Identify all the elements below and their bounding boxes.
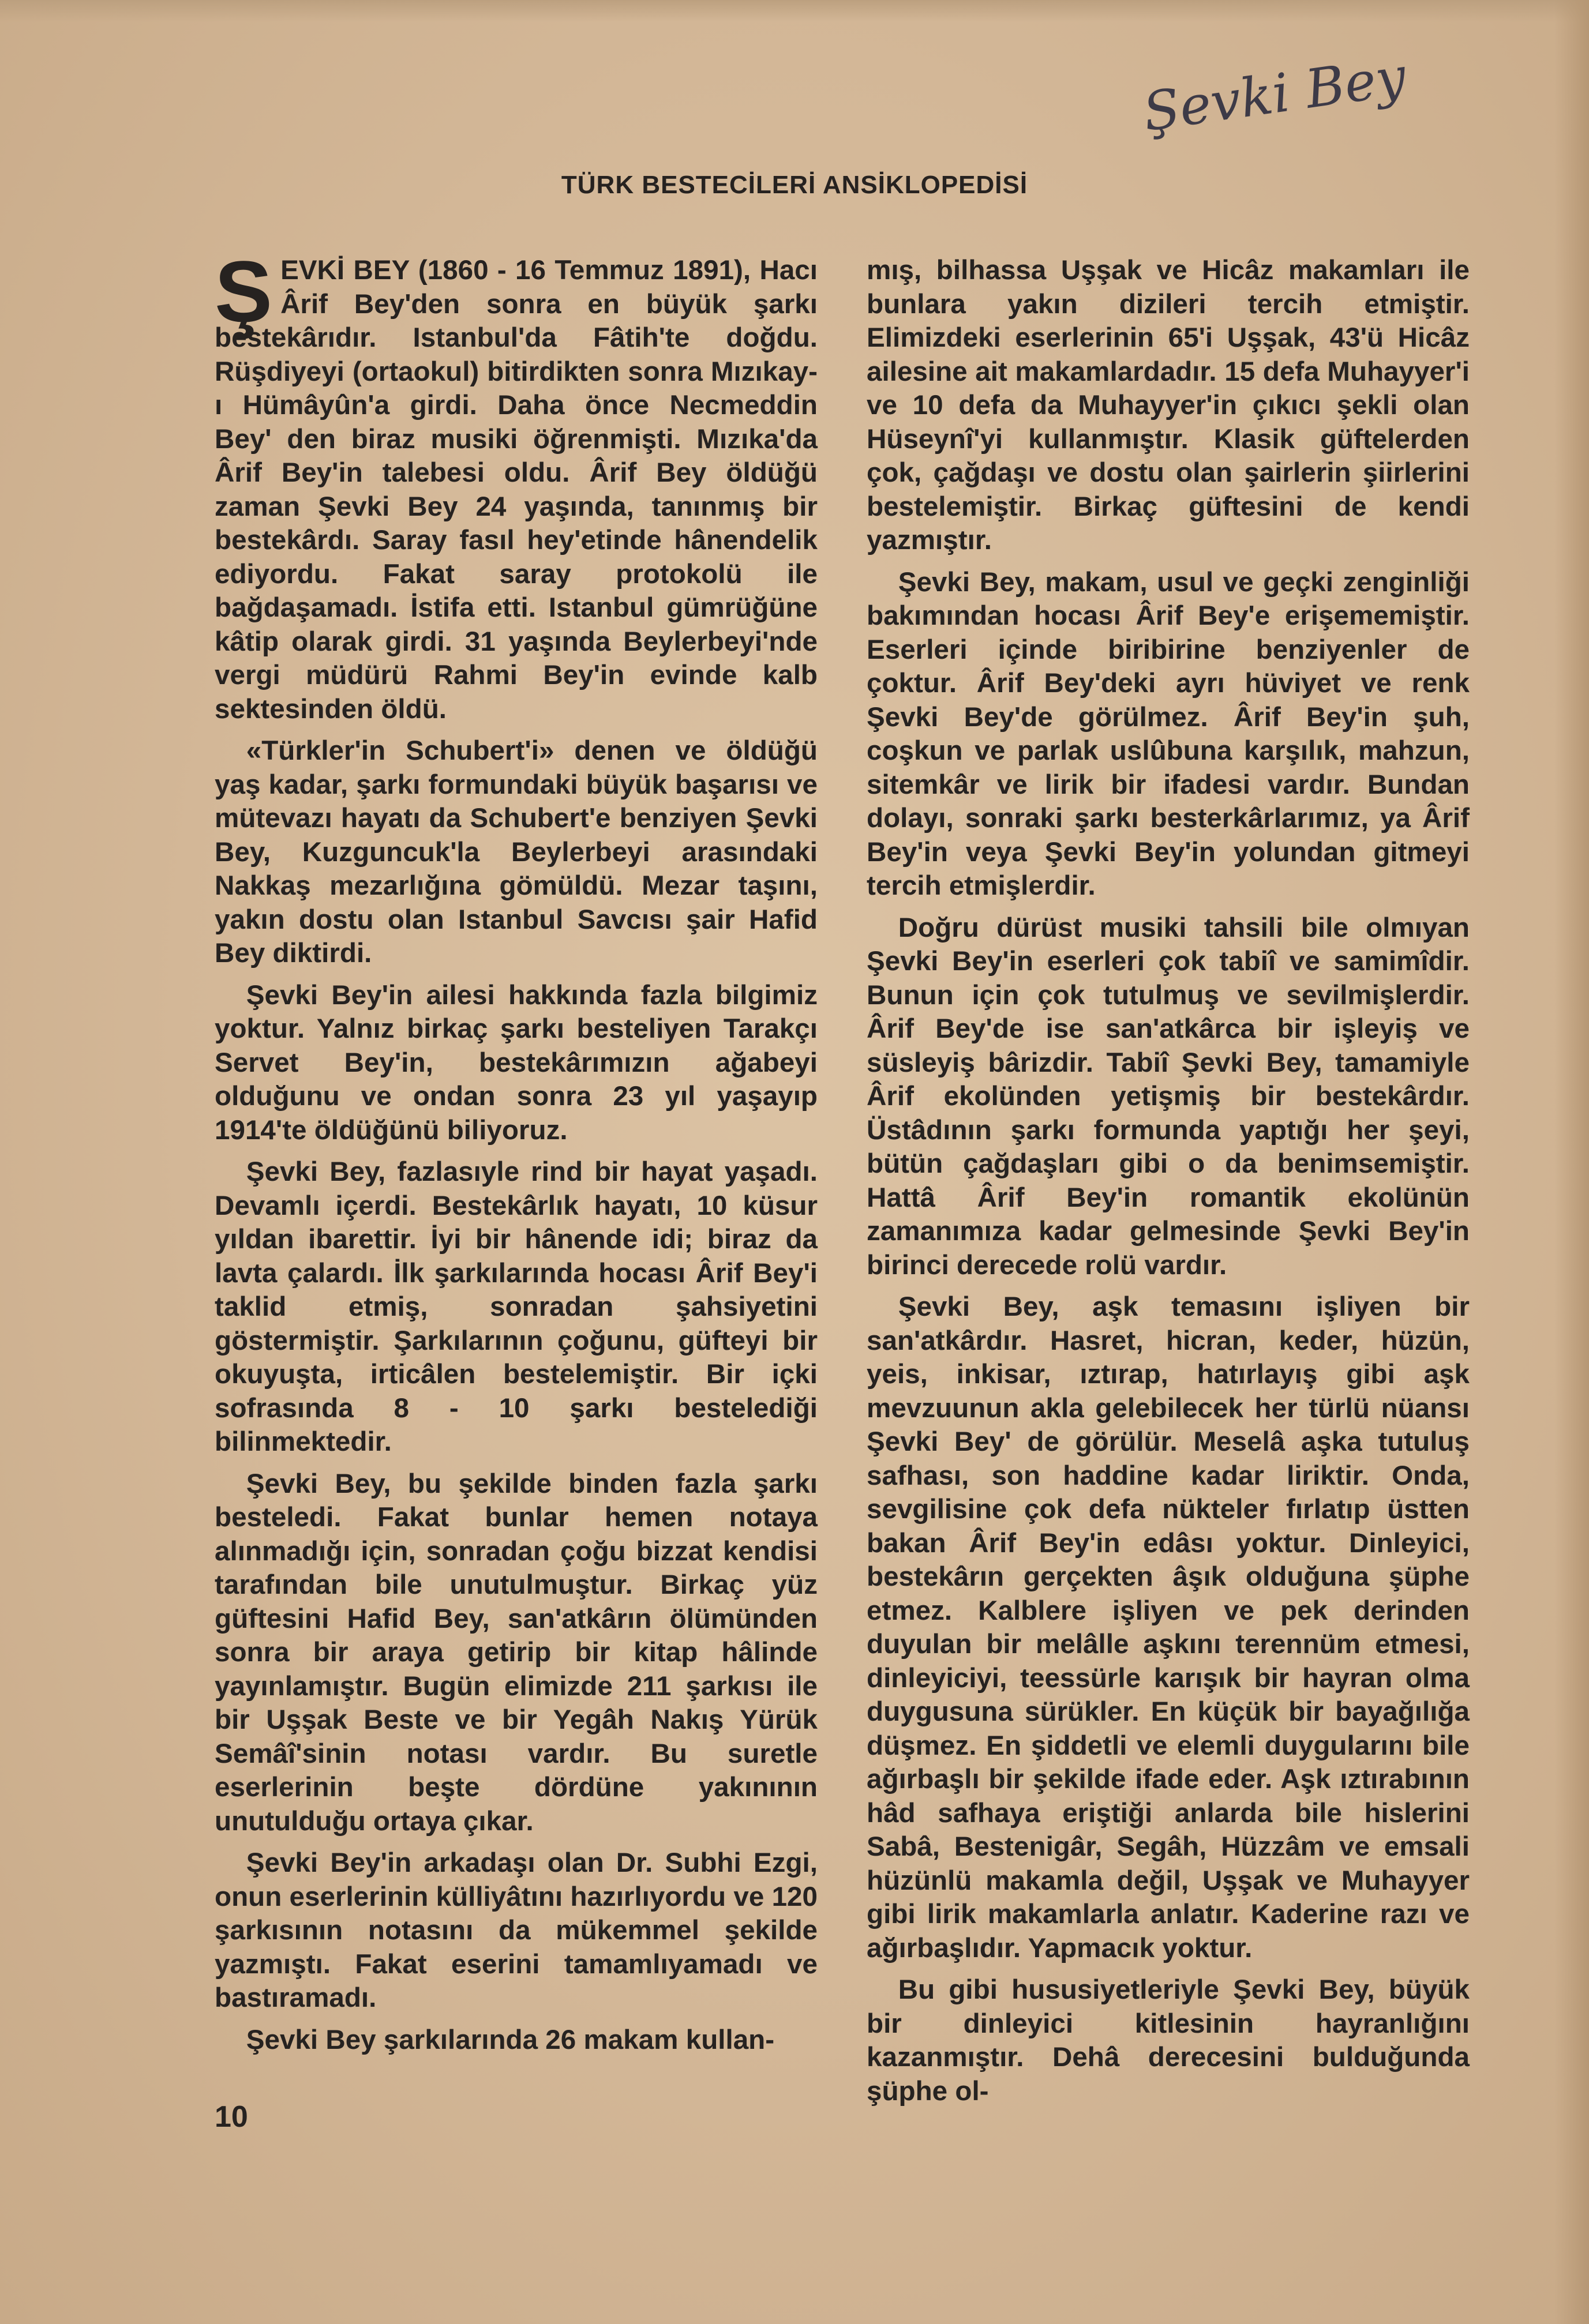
right-column xyxy=(867,254,1470,2116)
paragraph: Şevki Bey'in ailesi hakkında fazla bilgimiz yoktur. Yalnız birkaç şarkı besteliyen Tarakçı Servet Bey'in, bestekârımızın ağabeyi olduğunu ve ondan sonra 23 yıl yaşayıp 1914'te öldüğünü biliyoruz. xyxy=(215,979,818,1146)
running-header: TÜRK BESTECİLERİ ANSİKLOPEDİSİ xyxy=(561,171,1028,199)
paragraph: Şevki Bey, fazlasıyle rind bir hayat yaşadı. Devamlı içerdi. Bestekârlık hayatı, 10 küsur yıldan ibarettir. İyi bir hânende idi; biraz da lavta çalardı. İlk şarkılarında hocası Ârif Bey'i taklid etmiş, sonradan şahsiyetini göstermiştir. Şarkılarının çoğunu, güfteyi bir okuyuşta, irticâlen bestelemiştir. Bir içki sofrasında 8 - 10 şarkı bestelediği bilinmektedir. xyxy=(215,1157,818,1457)
left-column xyxy=(215,243,818,2065)
page-number: 10 xyxy=(215,2100,248,2134)
paragraph: Şevki Bey, makam, usul ve geçki zenginliği bakımından hocası Ârif Bey'e erişememiştir. Eserleri içinde biribirine benziyenler de çoktur. Ârif Bey'deki ayrı hüviyet ve renk Şevki Bey'de görülmez. Ârif Bey'in şuh, coşkun ve parlak uslûbuna karşılık, mahzun, sitemkâr ve lirik bir ifadesi vardır. Bundan dolayı, sonraki şarkı besterkârlarımız, ya Ârif Bey'in veya Şevki Bey'in yolundan gitmeyi tercih etmişlerdir. xyxy=(867,566,1470,901)
paragraph: Şevki Bey, bu şekilde binden fazla şarkı besteledi. Fakat bunlar hemen notaya alınmadığı için, sonradan çoğu bizzat kendisi tarafından bile unutulmuştur. Birkaç yüz güftesini Hafid Bey, san'atkârın ölümünden sonra bir araya getirip bir kitap hâlinde yayınlamıştır. Bugün elimizde 211 şarkısı ile bir Uşşak Beste ve bir Yegâh Nakış Yürük Semâî'sinin notası vardır. Bu suretle eserlerinin beşte dördüne yakınının unutulduğu ortaya çıkar. xyxy=(215,1468,818,1837)
paragraph: mış, bilhassa Uşşak ve Hicâz makamları ile bunlara yakın dizileri tercih etmiştir. Elimizdeki eserlerinin 65'i Uşşak, 43'ü Hicâz ailesine ait makamlardadır. 15 defa Muhayyer'i ve 10 defa da Muhayyer'in çıkıcı şekli olan Hüseynî'yi kullanmıştır. Klasik güftelerden çok, çağdaşı ve dostu olan şairlerin şiirlerini bestelemiştir. Birkaç güftesini de kendi yazmıştır. xyxy=(867,255,1470,555)
paragraph-text: EVKİ BEY (1860 - 16 Temmuz 1891), Hacı Ârif Bey'den sonra en büyük şarkı bestekârıdır. Istanbul'da Fâtih'te doğdu. Rüşdiyeyi (ortaokul) bitirdikten sonra Mızıkay-ı Hümâyûn'a girdi. Daha önce Necmeddin Bey' den biraz musiki öğrenmişti. Mızıka'da Ârif Bey'in talebesi oldu. Ârif Bey öldüğü zaman Şevki Bey 24 yaşında, tanınmış bir bestekârdı. Saray fasıl hey'etinde hânendelik ediyordu. Fakat saray protokolü ile bağdaşamadı. İstifa etti. Istanbul gümrüğüne kâtip olarak girdi. 31 yaşında Beylerbeyi'nde vergi müdürü Rahmi Bey'in evinde kalb sektesinden öldü. xyxy=(215,255,818,724)
paper-edge-shadow-right xyxy=(1554,0,1589,2324)
paragraph xyxy=(215,243,818,726)
paragraph: Şevki Bey'in arkadaşı olan Dr. Subhi Ezgi, onun eserlerinin külliyâtını hazırlıyordu ve 120 şarkısının notasını da mükemmel şekilde yazmıştı. Fakat eserini tamamlıyamadı ve bastıramadı. xyxy=(215,1848,818,2013)
paragraph: Bu gibi hususiyetleriyle Şevki Bey, büyük bir dinleyici kitlesinin hayranlığını kazanmıştır. Dehâ derecesini bulduğunda şüphe ol- xyxy=(867,1974,1470,2107)
paragraph: Doğru dürüst musiki tahsili bile olmıyan Şevki Bey'in eserleri çok tabiî ve samimîdir. Bunun için çok tutulmuş ve sevilmişlerdir. Ârif Bey'de ise san'atkârca bir işleyiş ve süsleyiş bârizdir. Tabiî Şevki Bey, tamamiyle Ârif ekolünden yetişmiş bir bestekârdır. Üstâdının şarkı formunda yaptığı her şeyi, bütün çağdaşları gibi o da benimsemiştir. Hattâ Ârif Bey'in romantik ekolünün zamanımıza kadar gelmesinde Şevki Bey'in birinci derecede rolü vardır. xyxy=(867,912,1470,1281)
paragraph: Şevki Bey şarkılarında 26 makam kullan- xyxy=(246,2024,775,2055)
paper-edge-shadow xyxy=(0,0,1589,22)
paragraph: «Türkler'in Schubert'i» denen ve öldüğü yaş kadar, şarkı formundaki büyük başarısı ve mütevazı hayatı da Schubert'e benziyen Şevki Bey, Kuzguncuk'la Beylerbeyi arasındaki Nakkaş mezarlığına gömüldü. Mezar taşını, yakın dostu olan Istanbul Savcısı şair Hafid Bey diktirdi. xyxy=(215,735,818,968)
drop-cap: Ş xyxy=(215,243,273,340)
paragraph: Şevki Bey, aşk temasını işliyen bir san'atkârdır. Hasret, hicran, keder, hüzün, yeis, inkisar, ıztırap, hatırlayış gibi aşk mevzuunun akla gelebilecek her türlü nüansı Şevki Bey' de görülür. Meselâ aşka tutuluş safhası, son haddine kadar liriktir. Onda, sevgilisine çok defa nükteler fırlatıp üstten bakan Ârif Bey'in edâsı yoktur. Dinleyici, bestekârın gerçekten âşık olduğuna şüphe etmez. Kalblere işliyen ve pek derinden duyulan bir melâlle aşkını terennüm etmesi, dinleyiciyi, teessürle karışık bir hayran olma duygusuna sürükler. En küçük bir bayağılığa düşmez. En şiddetli ve elemli duygularını bile ağırbaşlı bir şekilde ifade eder. Aşk ıztırabının hâd safhaya eriştiği anlarda bile hislerini Sabâ, Bestenigâr, Segâh, Hüzzâm ve emsali hüzünlü makamla değil, Uşşak ve Muhayyer gibi lirik makamlarla anlatır. Kaderine razı ve ağırbaşlıdır. Yapmacık yoktur. xyxy=(867,1291,1470,1963)
handwritten-annotation: Şevki Bey xyxy=(1139,45,1410,144)
